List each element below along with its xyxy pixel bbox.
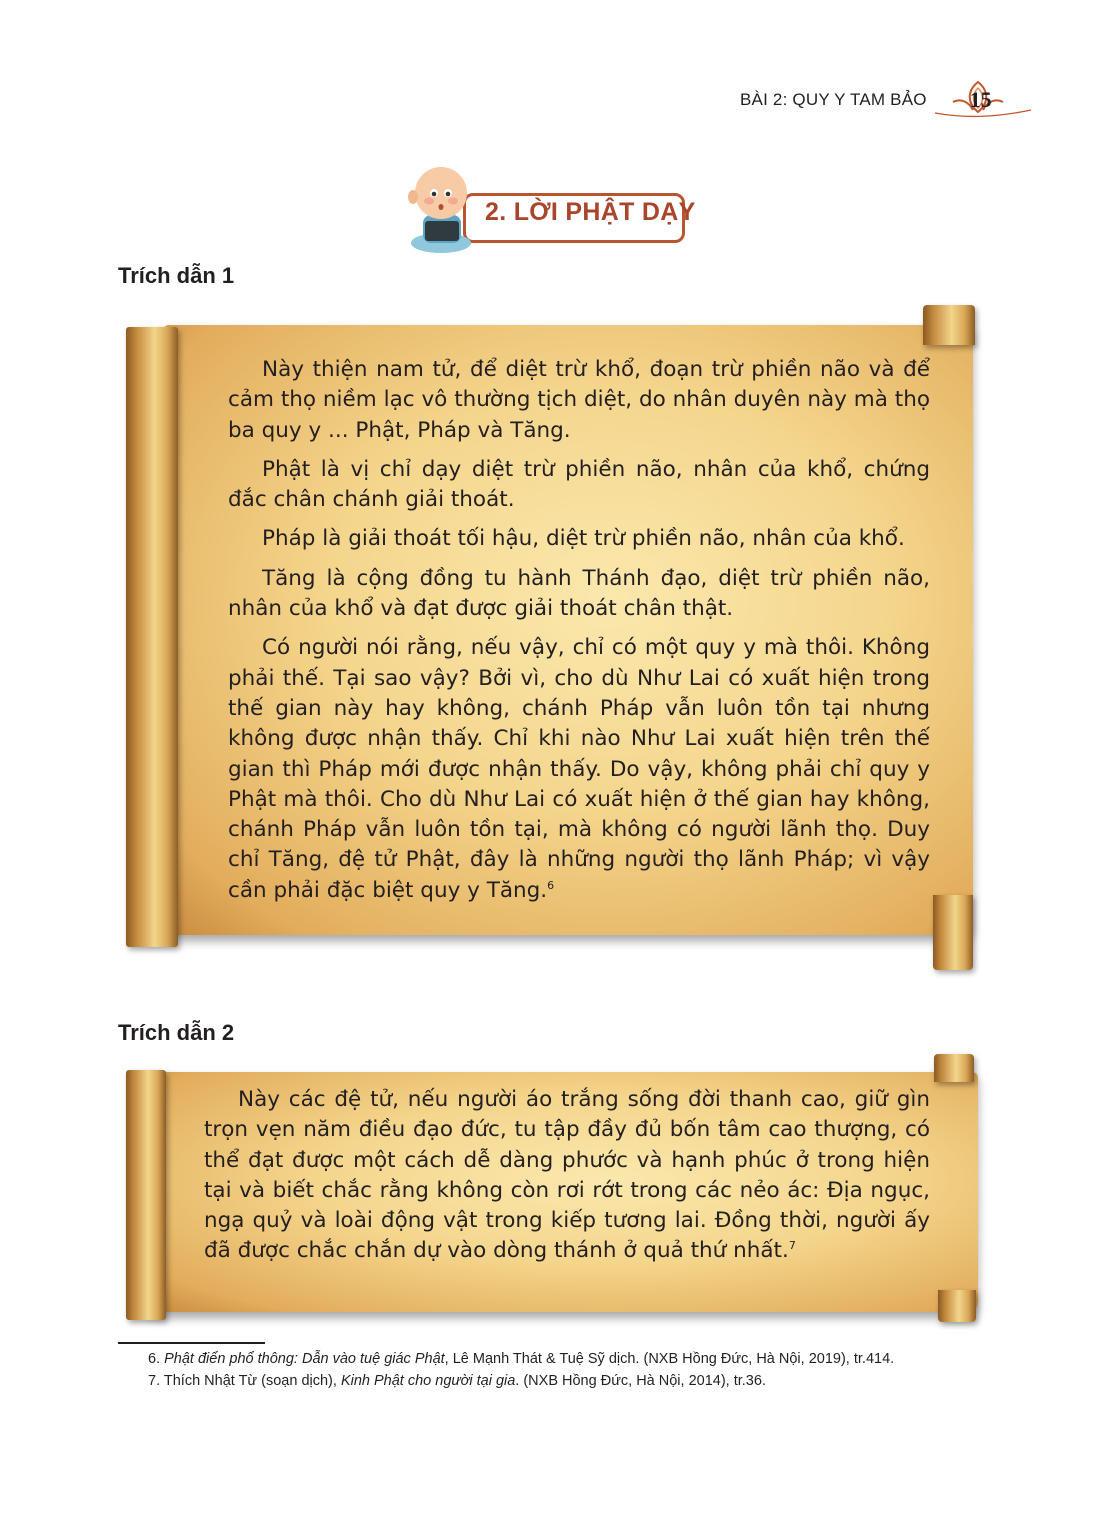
section-heading: [405, 165, 705, 255]
footnote-ref[interactable]: 7: [788, 1239, 796, 1253]
footnote-divider: [118, 1342, 265, 1344]
footnote-number: 7.: [148, 1373, 161, 1389]
footnote-author: Thích Nhật Từ (soạn dịch),: [163, 1373, 341, 1389]
page-number: 15: [969, 87, 992, 112]
quote-paragraph-with-ref: [228, 633, 930, 906]
running-title: BÀI 2: QUY Y TAM BẢO: [740, 90, 927, 109]
quote-label-1: Trích dẫn 1: [118, 263, 235, 288]
quote-body-2: [204, 1085, 930, 1276]
page-number-ornament: [933, 80, 1033, 120]
quote-label-2: Trích dẫn 2: [118, 1020, 235, 1045]
footnote-citation: . (NXB Hồng Đức, Hà Nội, 2014), tr.36.: [515, 1373, 766, 1389]
scroll-roll-left: [126, 1070, 166, 1320]
footnote-title: Phật điển phổ thông: Dẫn vào tuệ giác Phật: [164, 1351, 445, 1367]
quote-paragraph: Này các đệ tử, nếu người áo trắng sống đời thanh cao, giữ gìn trọn vẹn năm điều đạo đức, tu tập đầy đủ bốn tâm cao thượng, có thể đạt được một cách dễ dàng phước và hạnh phúc ở trong hiện tại và biết chắc rằng không còn rơi rớt trong các nẻo ác: Địa ngục, ngạ quỷ và loài động vật trong kiếp tương lai. Đồng thời, người ấy đã được chắc chắn dự vào dòng thánh ở quả thứ nhất.: [204, 1087, 930, 1264]
footnote-title: Kinh Phật cho người tại gia: [340, 1373, 516, 1389]
footnote-7: [118, 1370, 1000, 1392]
quote-body-1: [228, 355, 930, 915]
scroll-roll-top-right: [934, 1054, 974, 1082]
footnote-6: [118, 1348, 1000, 1370]
running-header: [740, 80, 1033, 120]
quote-paragraph: Pháp là giải thoát tối hậu, diệt trừ phiền não, nhân của khổ.: [262, 526, 905, 552]
scroll-roll-bottom-right: [938, 1290, 976, 1322]
parchment-scroll-1: [118, 295, 1008, 985]
quote-paragraph-with-ref: [204, 1085, 930, 1267]
monk-reading-icon: [405, 165, 485, 255]
section-title: 2. LỜI PHẬT DẠY: [485, 198, 696, 226]
footnote-citation: , Lê Mạnh Thát & Tuệ Sỹ dịch. (NXB Hồng Đức, Hà Nội, 2019), tr.414.: [444, 1351, 895, 1367]
quote-paragraph: Tăng là cộng đồng tu hành Thánh đạo, diệt trừ phiền não, nhân của khổ và đạt được giải thoát chân thật.: [228, 565, 930, 622]
quote-paragraph: Này thiện nam tử, để diệt trừ khổ, đoạn trừ phiền não và để cảm thọ niềm lạc vô thường tịch diệt, do nhân duyên này mà thọ ba quy y ... Phật, Pháp và Tăng.: [228, 357, 930, 443]
scroll-roll-top-right: [923, 305, 975, 345]
quote-paragraph: Phật là vị chỉ dạy diệt trừ phiền não, nhân của khổ, chứng đắc chân chánh giải thoát.: [228, 456, 930, 513]
scroll-roll-left: [126, 327, 178, 947]
parchment-scroll-2: [118, 1050, 1008, 1330]
footnotes: [118, 1348, 1000, 1392]
footnote-number: 6.: [148, 1351, 161, 1367]
quote-paragraph: Có người nói rằng, nếu vậy, chỉ có một quy y mà thôi. Không phải thế. Tại sao vậy? Bởi vì, cho dù Như Lai có xuất hiện trong thế gian này hay không, chánh Pháp vẫn luôn tồn tại nhưng không được nhận thấy. Chỉ khi nào Như Lai xuất hiện trên thế gian thì Pháp mới được nhận thấy. Do vậy, không phải chỉ quy y Phật mà thôi. Cho dù Như Lai có xuất hiện ở thế gian hay không, chánh Pháp vẫn luôn tồn tại, mà không có người lãnh thọ. Duy chỉ Tăng, đệ tử Phật, đây là những người thọ lãnh Pháp; vì vậy cần phải đặc biệt quy y Tăng.: [228, 635, 930, 903]
footnote-ref[interactable]: 6: [547, 878, 555, 892]
scroll-roll-bottom-right: [933, 895, 973, 970]
